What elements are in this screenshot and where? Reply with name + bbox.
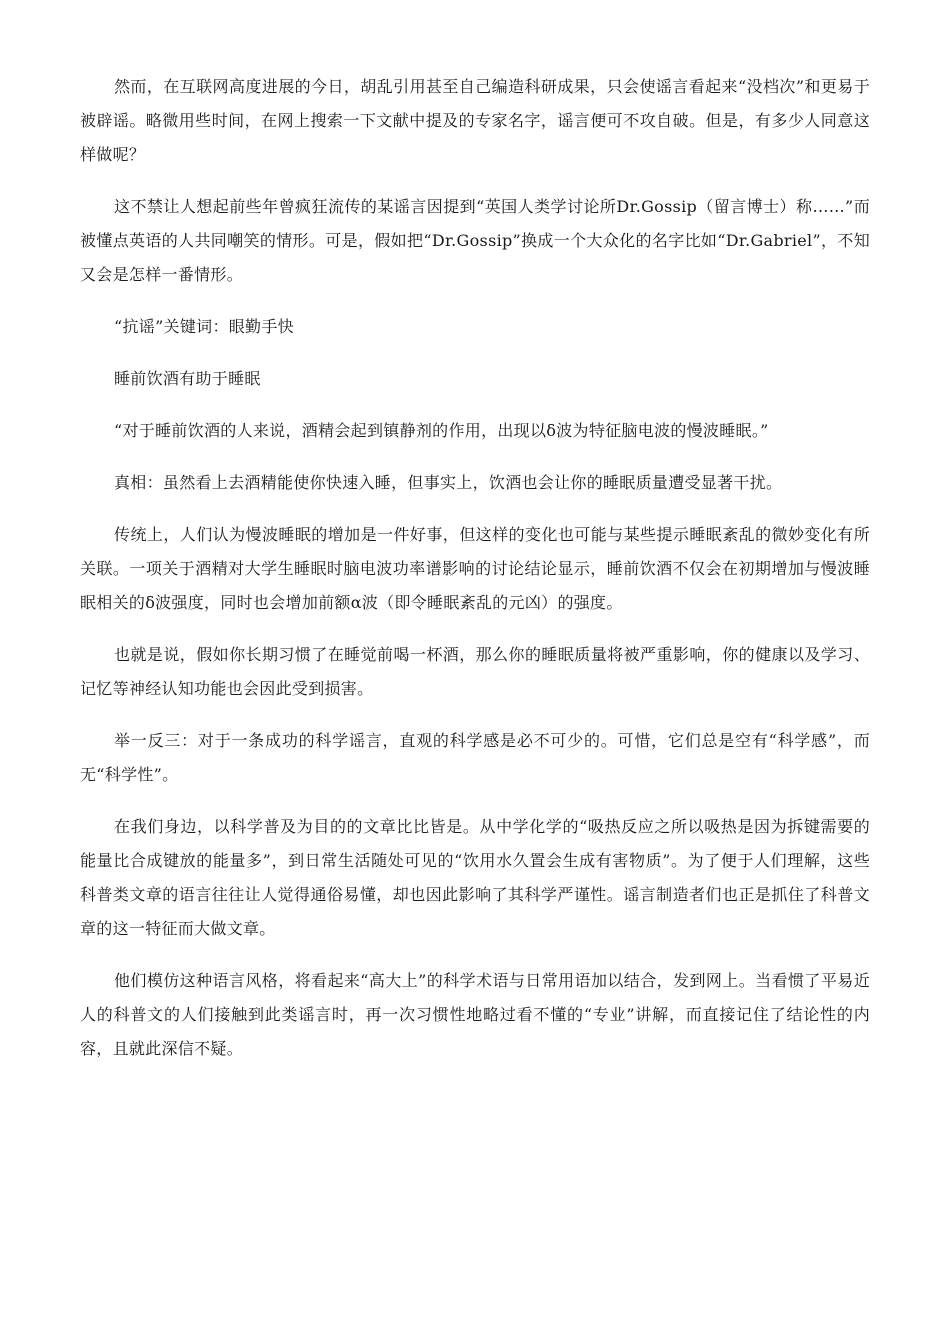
paragraph-consequence: 也就是说，假如你长期习惯了在睡觉前喝一杯酒，那么你的睡眠质量将被严重影响，你的健康以及学习、记忆等神经认知功能也会因此受到损害。 (80, 645, 870, 698)
paragraph-inference: 举一反三：对于一条成功的科学谣言，直观的科学感是必不可少的。可惜，它们总是空有“科学感”，而无“科学性”。 (80, 731, 870, 784)
paragraph-citation-fabrication: 然而，在互联网高度进展的今日，胡乱引用甚至自己编造科研成果，只会使谣言看起来“没档次”和更易于被辟谣。略微用些时间，在网上搜索一下文献中提及的专家名字，谣言便可不攻自破。但是，有多少人同意这样做呢？ (80, 77, 870, 164)
paragraph-rumor-style: 他们模仿这种语言风格，将看起来“高大上”的科学术语与日常用语加以结合，发到网上。当看惯了平易近人的科普文的人们接触到此类谣言时，再一次习惯性地略过看不懂的“专业”讲解，而直接记住了结论性的内容，且就此深信不疑。 (80, 971, 870, 1058)
truth-statement: 真相：虽然看上去酒精能使你快速入睡，但事实上，饮酒也会让你的睡眠质量遭受显著干扰。 (114, 473, 783, 492)
section-keyword-heading: “抗谣”关键词：眼勤手快 (114, 317, 294, 336)
rumor-title: 睡前饮酒有助于睡眠 (114, 369, 261, 388)
paragraph-dr-gossip: 这不禁让人想起前些年曾疯狂流传的某谣言因提到“英国人类学讨论所Dr.Gossip（留言博士）称……”而被懂点英语的人共同嘲笑的情形。可是，假如把“Dr.Gossip”换成一个大众化的名字比如“Dr.Gabriel”，不知又会是怎样一番情形。 (80, 197, 870, 284)
paragraph-slow-wave-sleep: 传统上，人们认为慢波睡眠的增加是一件好事，但这样的变化也可能与某些提示睡眠紊乱的微妙变化有所关联。一项关于酒精对大学生睡眠时脑电波功率谱影响的讨论结论显示，睡前饮酒不仅会在初期增加与慢波睡眠相关的δ波强度，同时也会增加前额α波（即令睡眠紊乱的元凶）的强度。 (80, 525, 870, 612)
paragraph-science-popularization: 在我们身边，以科学普及为目的的文章比比皆是。从中学化学的“吸热反应之所以吸热是因为拆键需要的能量比合成键放的能量多”，到日常生活随处可见的“饮用水久置会生成有害物质”。为了便于人们理解，这些科普类文章的语言往往让人觉得通俗易懂，却也因此影响了其科学严谨性。谣言制造者们也正是抓住了科普文章的这一特征而大做文章。 (80, 817, 870, 938)
document-page (80, 70, 870, 1084)
rumor-quote: “对于睡前饮酒的人来说，酒精会起到镇静剂的作用，出现以δ波为特征脑电波的慢波睡眠。” (114, 421, 769, 440)
